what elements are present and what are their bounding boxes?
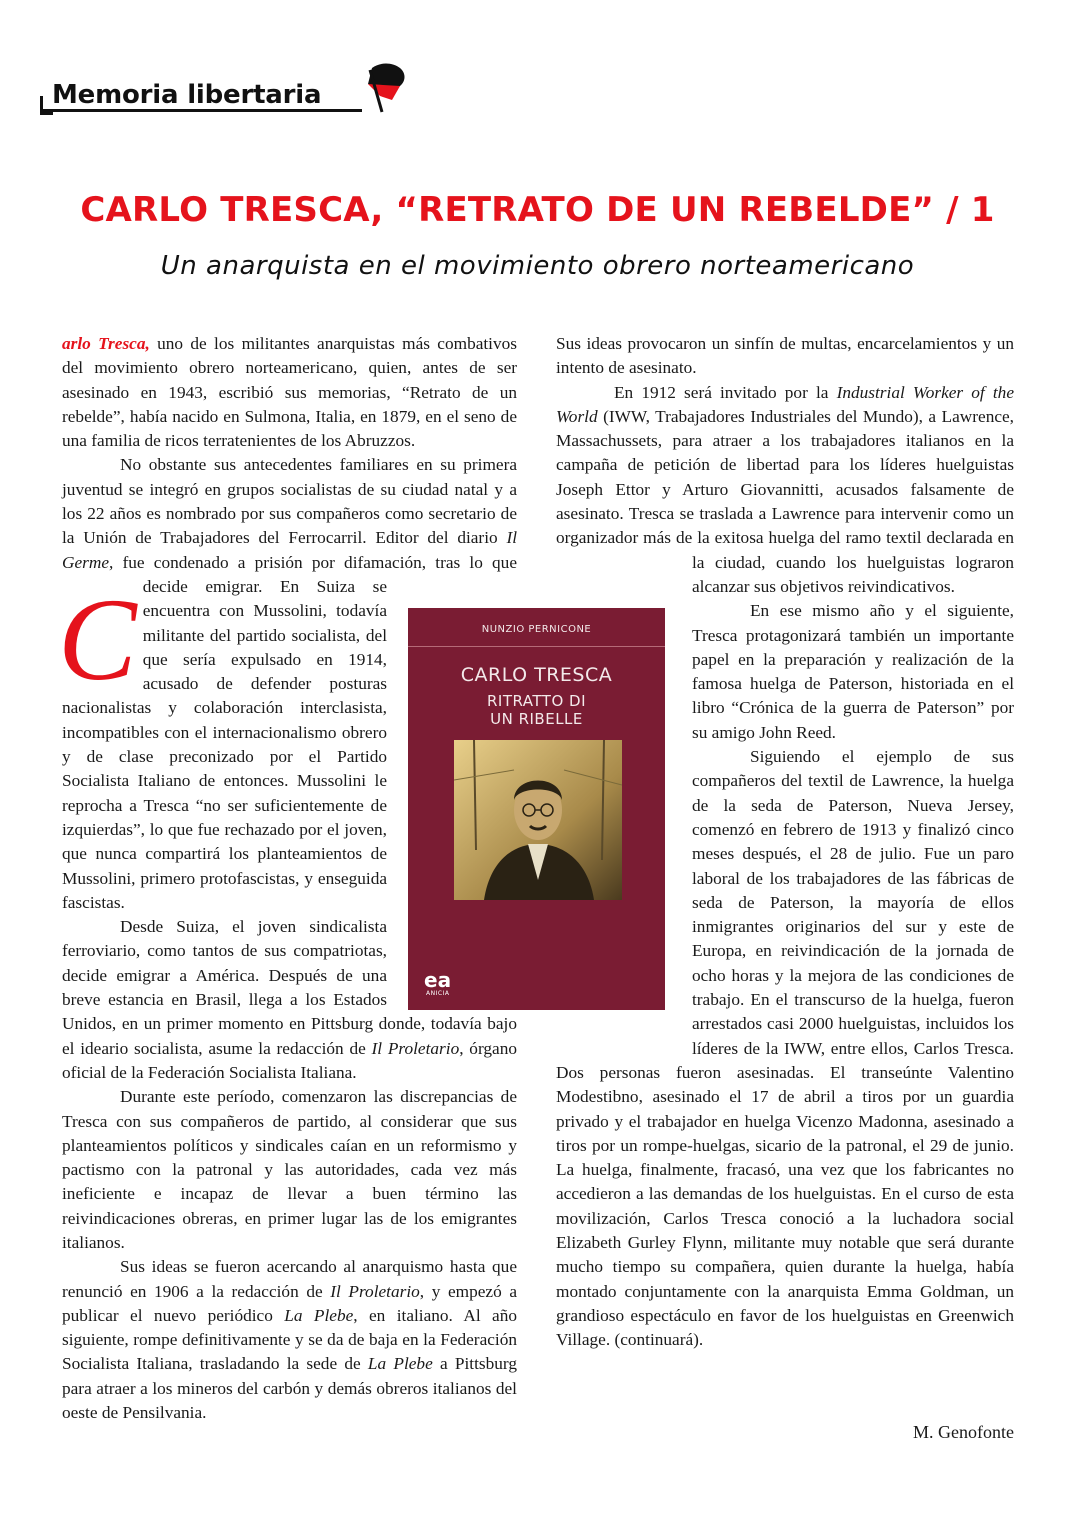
paragraph-text: En 1912 será invitado por la bbox=[614, 382, 837, 402]
paragraph bbox=[62, 1255, 517, 1425]
book-author: NUNZIO PERNICONE bbox=[481, 624, 592, 635]
paragraph: Siguiendo el ejemplo de sus compañeros del textil de Lawrence, la huelga de la seda de Paterson, Nueva Jersey, comenzó en febrero de 1913 y finalizó cinco meses después, el 28 de julio. Fue un paro laboral de los trabajadores de las fábricas de seda de Paterson, la mayoría de ellos inmigrantes originarios del sur y este de Europa, en reivindicación de la jornada de ocho horas y la mejora de las condiciones de trabajo. En el transcurso de la huelga, fueron arrestados casi 2000 huelguistas, incluidos los líderes de la IWW, entre ellos, Carlos Tresca. Dos personas fueron asesinadas. El transeúnte Valentino Modestibno, asesinado el 17 de abril a tiros por un guardia privado y el trabajador en huelga Vicenzo Madonna, asesinado a tiros por un rompe-huelgas, sicario de la patronal, el 29 de junio. La huelga, finalmente, fracasó, una vez que los fabricantes no accedieron a las demandas de los huelguistas. En el curso de esta movilización, Carlos Tresca conoció a la luchadora social Elizabeth Gurley Flynn, militante muy notable que será durante mucho tiempo su compañera, quien durante la huelga, había montado conjuntamente con la anarquista Emma Goldman, un grandioso espectáculo en favor de los huelguistas en Greenwich Village. (continuará). bbox=[556, 747, 1014, 1350]
book-divider bbox=[408, 646, 665, 647]
paragraph-text: No obstante sus antecedentes familiares en su primera juventud se integró en grupos socialistas de su ciudad natal y a los 22 años es nombrado por sus compañeros como secretario de la Unión de Trabajadores del Ferrocarril. Editor del diario bbox=[62, 455, 517, 548]
italic-title: La Plebe bbox=[284, 1305, 354, 1325]
paragraph-text: , fue condenado a prisión por difamación, tras lo que decide emigrar. En Suiza se encuentra con Mussolini, todavía militante del partido socialista, del que sería expulsado en 1914, acusado de defender posturas nacionalistas y colaboración interclasista, incompatibles con el internacionalismo obrero y de clase preconizado por el Partido Socialista Italiano de entonces. Mussolini le reprocha a Tresca “no ser suficientemente de izquierdas”, lo que fue rechazado por el joven, que nunca compartirá los planteamientos de Mussolini, primero protofascistas, y enseguida fascistas. bbox=[62, 552, 517, 912]
book-subtitle bbox=[408, 692, 665, 728]
lead-name: arlo Tresca, bbox=[62, 334, 150, 353]
italic-title: Il Proletario bbox=[330, 1281, 420, 1301]
book-subtitle-line: RITRATTO DI bbox=[486, 692, 587, 710]
paragraph-text: (IWW, Trabajadores Industriales del Mundo), a Lawrence, Massachussets, para atraer a los trabajadores italianos en la campaña de petición de libertad para los líderes huelguistas Joseph Ettor y Arturo Giovannitti, acusados falsamente de asesinato. Tresca se traslada a Lawrence para intervenir como un organizador más de la exitosa huelga del ramo textil declarada en la ciudad, cuando los huelguistas lograron alcanzar sus objetivos reivindicativos. bbox=[556, 406, 1014, 596]
author-signature: M. Genofonte bbox=[913, 1422, 1014, 1442]
publisher-logo: ea bbox=[424, 968, 452, 992]
paragraph: En ese mismo año y el siguiente, Tresca protagonizará también un importante papel en la preparación y realización de la famosa huelga de Paterson, historiada en el libro “Crónica de la guerra de Paterson” por su amigo John Reed. bbox=[692, 601, 1014, 742]
paragraph: Sus ideas provocaron un sinfín de multas, encarcelamientos y un intento de asesinato. bbox=[556, 334, 1014, 378]
paragraph-text: , y empezó a publicar el nuevo periódico bbox=[62, 1281, 517, 1325]
italic-title: Il Proletario bbox=[371, 1038, 460, 1058]
anarchist-flag-icon bbox=[362, 60, 416, 120]
section-label: Memoria libertaria bbox=[52, 80, 322, 110]
portrait-photo bbox=[454, 740, 622, 900]
italic-title: La Plebe bbox=[367, 1354, 433, 1374]
italic-title: Il Germe bbox=[62, 528, 517, 572]
drop-cap: C bbox=[58, 574, 137, 705]
paragraph: Durante este período, comenzaron las discrepancias de Tresca con sus compañeros de partido, al considerar que sus planteamientos políticos y sindicales caían en un reformismo y pactismo con la patronal y las autoridades, cada vez más ineficiente e incapaz de llevar a buen término las reivindicaciones obreras, en primer lugar las de los emigrantes italianos. bbox=[62, 1087, 517, 1252]
book-cover-image bbox=[408, 608, 665, 1010]
paragraph-text: Sus ideas se fueron acercando al anarquismo hasta que renunció en 1906 a la redacción de bbox=[62, 1257, 517, 1301]
article-title: CARLO TRESCA, “RETRATO DE UN REBELDE” / 1 bbox=[80, 190, 995, 230]
book-title: CARLO TRESCA bbox=[460, 664, 613, 686]
article-subtitle: Un anarquista en el movimiento obrero norteamericano bbox=[160, 251, 915, 281]
italic-title: Industrial Worker of the World bbox=[556, 382, 1014, 426]
book-subtitle-line: UN RIBELLE bbox=[490, 710, 583, 728]
paragraph-text: , órgano oficial de la Federación Socialista Italiana. bbox=[62, 1038, 517, 1082]
paragraph bbox=[556, 381, 1014, 600]
paragraph-text: a Pittsburg para atraer a los mineros del carbón y demás obreros italianos del oeste de Pensilvania. bbox=[62, 1354, 518, 1423]
paragraph-text: Desde Suiza, el joven sindicalista ferroviario, como tantos de sus compatriotas, decide emigrar a América. Después de una breve estancia en Brasil, llega a los Estados Unidos, en un primer momento en Pittsburg donde, todavía bajo el ideario socialista, asume la redacción de bbox=[62, 917, 517, 1058]
publisher-name: ANICIA bbox=[426, 990, 450, 997]
paragraph-text: , en italiano. Al año siguiente, rompe definitivamente y se da de baja en la Federación Socialista Italiana, trasladando la sede de bbox=[62, 1305, 517, 1374]
paragraph-text: uno de los militantes anarquistas más combativos del movimiento obrero norteamericano, quien, antes de ser asesinado en 1943, escribió sus memorias, “Retrato de un rebelde”, había nacido en Sulmona, Italia, en 1879, en el seno de una familia de ricos terratenientes de los Abruzzos. bbox=[62, 334, 517, 451]
